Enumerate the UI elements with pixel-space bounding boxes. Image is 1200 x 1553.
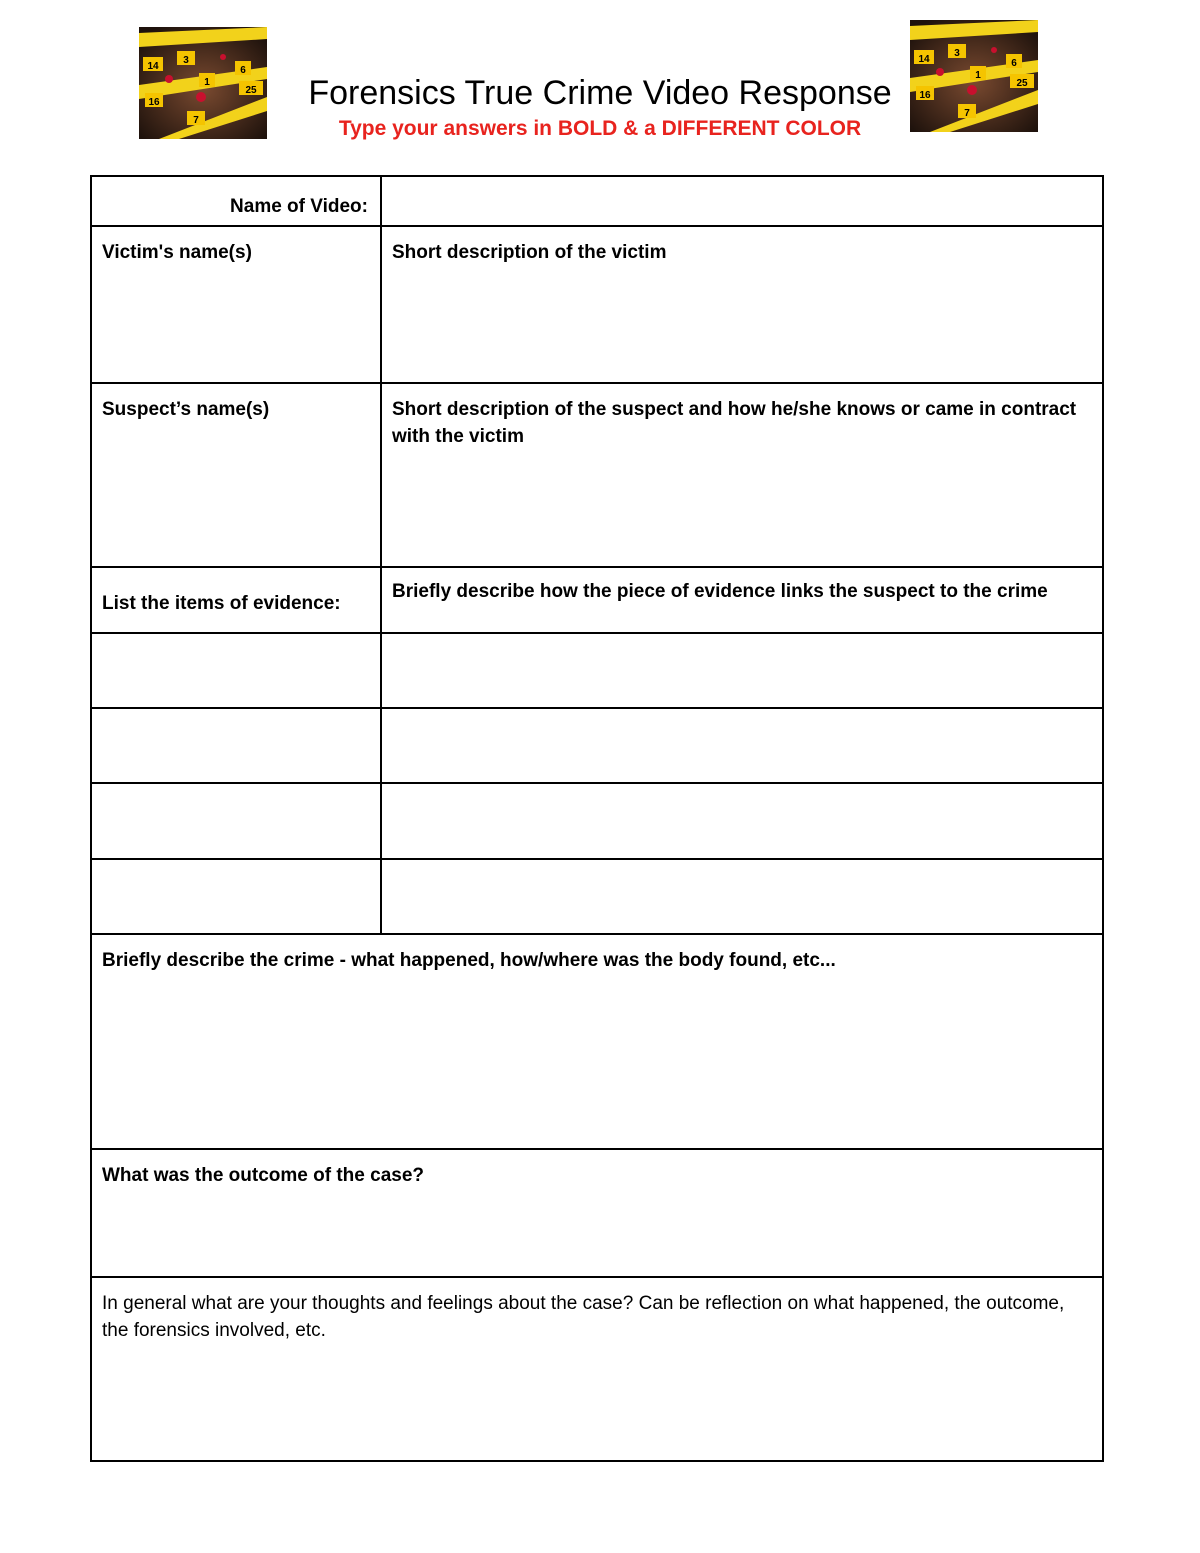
evidence-item-field[interactable] [91,783,381,859]
row-outcome [91,1149,1103,1277]
evidence-link-field[interactable] [381,633,1103,708]
evidence-item-field[interactable] [91,859,381,934]
thoughts-field[interactable] [91,1277,1103,1461]
victim-name-field[interactable] [91,226,381,383]
row-name-of-video [91,176,1103,226]
evidence-marker-3: 3 [183,55,189,66]
evidence-marker-7: 7 [193,115,199,126]
evidence-items-label: List the items of evidence: [102,593,341,614]
evidence-item-value [92,784,380,796]
page-title: Forensics True Crime Video Response [308,74,892,112]
victim-description-label: Short description of the victim [392,242,667,263]
name-of-video-field[interactable] [381,176,1103,226]
evidence-marker-14: 14 [918,54,930,65]
suspect-name-label: Suspect’s name(s) [102,399,270,420]
crime-description-label: Briefly describe the crime - what happened, how/where was the body found, etc... [102,950,836,971]
outcome-label: What was the outcome of the case? [102,1165,424,1186]
evidence-marker-1: 1 [204,77,210,88]
suspect-name-field[interactable] [91,383,381,567]
thoughts-label: In general what are your thoughts and feelings about the case? Can be reflection on what happened, the outcome, the forensics involved, etc. [102,1293,1065,1341]
evidence-link-field[interactable] [381,783,1103,859]
evidence-marker-7: 7 [964,108,970,119]
evidence-row [91,859,1103,934]
name-of-video-label: Name of Video: [230,196,368,217]
evidence-marker-3: 3 [954,48,960,59]
suspect-description-label: Short description of the suspect and how he/she knows or came in contract with the victim [392,399,1077,447]
row-victim [91,226,1103,383]
victim-name-label: Victim's name(s) [102,242,252,263]
evidence-marker-1: 1 [975,70,981,81]
outcome-field[interactable] [91,1149,1103,1277]
evidence-row [91,783,1103,859]
row-thoughts [91,1277,1103,1461]
evidence-link-value [382,860,1102,872]
evidence-marker-6: 6 [240,65,246,76]
evidence-marker-16: 16 [919,90,931,101]
evidence-row [91,708,1103,783]
evidence-row [91,633,1103,708]
row-evidence-header [91,567,1103,633]
evidence-item-field[interactable] [91,633,381,708]
row-crime-description [91,934,1103,1149]
name-of-video-label-cell [91,176,381,226]
evidence-link-value [382,709,1102,721]
instructions-subtitle: Type your answers in BOLD & a DIFFERENT COLOR [338,117,862,140]
evidence-items-header-cell [91,567,381,633]
evidence-link-label: Briefly describe how the piece of evidence links the suspect to the crime [392,581,1048,602]
evidence-marker-14: 14 [147,61,159,72]
crime-description-field[interactable] [91,934,1103,1149]
evidence-link-header-cell [381,567,1103,633]
victim-description-field[interactable] [381,226,1103,383]
evidence-item-field[interactable] [91,708,381,783]
evidence-link-value [382,634,1102,646]
row-suspect [91,383,1103,567]
evidence-link-field[interactable] [381,859,1103,934]
evidence-link-value [382,784,1102,796]
name-of-video-value [382,177,1102,189]
suspect-description-field[interactable] [381,383,1103,567]
evidence-item-value [92,860,380,872]
response-form-table [90,175,1104,1462]
evidence-marker-25: 25 [1016,78,1028,89]
evidence-marker-25: 25 [245,85,257,96]
evidence-item-value [92,709,380,721]
evidence-link-field[interactable] [381,708,1103,783]
evidence-marker-16: 16 [148,97,160,108]
evidence-item-value [92,634,380,646]
evidence-marker-6: 6 [1011,58,1017,69]
